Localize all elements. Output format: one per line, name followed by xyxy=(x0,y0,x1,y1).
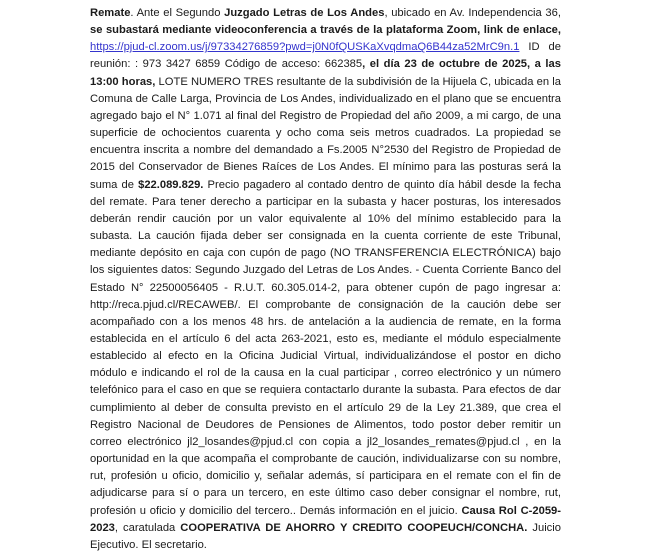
case-caption: COOPERATIVA DE AHORRO Y CREDITO COOPEUCH/CONCHA. xyxy=(180,521,528,534)
intro-text: . Ante el Segundo xyxy=(130,7,225,19)
court-name: Juzgado Letras de Los Andes xyxy=(224,7,385,19)
reca-payment-url: http://reca.pjud.cl/RECAWEB/ xyxy=(90,298,238,311)
court-address: , ubicado en Av. Independencia 36, xyxy=(384,7,561,19)
meeting-id-and-access-code: ID de reunión: : 973 3427 6859 Código de acceso: 662385 xyxy=(90,41,561,71)
payment-and-caution-terms: Precio pagadero al contado dentro de quinto día hábil desde la fecha del remate. Para tener derecho a participar en la subasta y hacer posturas, los interesados deberán rendir caución por un valor equivalente al 10% del mínimo establecido para la subasta. La caución fijada deber ser consignada en la cuenta corriente de este Tribunal, mediante depósito en caja con cupón de pago (NO TRANSFERENCIA ELECTRÓNICA) bajo los siguientes datos: Segundo Juzgado del Letras de Los Andes. - Cuenta Corriente Banco del Estado N° 22500056405 - R.U.T. 60.305.014-2, para obtener cupón de pago ingresar a: xyxy=(90,178,561,294)
minimum-price: $22.089.829. xyxy=(138,178,204,191)
caution-proof-instructions: . El comprobante de consignación de la caución debe ser acompañado con a los menos 48 hrs. de antelación a la audiencia de remate, en la forma establecida en el artículo 6 del acta 263-2021, esto es, mediante el módulo especialmente establecido al efecto en la Oficina Judicial Virtual, individualizándose el postor en dicho módulo e indicando el rol de la causa en la cual participar , correo electrónico y un número telefónico para el caso en que se requiera contactarlo durante la subasta. Para efectos de dar cumplimiento al deber de consulta previsto en el artículo 29 de la Ley 21.389, que crea el Registro Nacional de Deudores de Pensiones de Alimentos, todo postor deber remitir un correo electrónico xyxy=(90,298,561,448)
property-description: LOTE NUMERO TRES resultante de la subdivisión de la Hijuela C, ubicada en la Comuna de Calle Larga, Provincia de Los Andes, individualizado en el plano que se encuentra agregado bajo el N° 1.071 al final del Registro de Propiedad del año 2009, a mi cargo, de una superficie de ochocientos cuarenta y ocho coma seis metros cuadrados. La propiedad se encuentra inscrita a nombre del demandado a Fs.2005 N°2530 del Registro de Propiedad de 2015 del Conservador de Bienes Raíces de Los Andes. El mínimo para las posturas será la suma de xyxy=(90,75,561,191)
closing-text: Juicio Ejecutivo. El secretario. xyxy=(90,521,561,551)
case-number: Causa Rol C-2059-2023 xyxy=(90,504,561,534)
caratulada-text: , caratulada xyxy=(114,521,181,534)
email-connector-text: con copia a xyxy=(293,435,368,448)
auction-datetime: , el día 23 de octubre de 2025, a las 13:00 horas, xyxy=(90,58,561,88)
zoom-meeting-link[interactable]: https://pjud-cl.zoom.us/j/97334276859?pwd=j0N0fQUSKaXvqdmaQ6B44za52MrC9n.1 xyxy=(90,41,520,54)
email-remates: jl2_losandes_remates@pjud.cl xyxy=(367,435,520,448)
bidder-identification-requirements: , en la oportunidad en la que acompaña el comprobante de caución, individualizarse con su nombre, rut, profesión u oficio, domicilio y, señalar además, sí participara en el remate con el fin de adjudicarse para sí o para un tercero, en este último caso deber consignar el nombre, rut, profesión u oficio y domicilio del tercero.. Demás información en el juicio. xyxy=(90,435,561,517)
notice-title-remate: Remate xyxy=(90,7,131,19)
auction-notice-paragraph xyxy=(90,5,561,554)
email-primary: jl2_losandes@pjud.cl xyxy=(187,435,294,448)
auction-method: se subastará mediante videoconferencia a través de la plataforma Zoom, link de enlace, xyxy=(90,24,561,37)
